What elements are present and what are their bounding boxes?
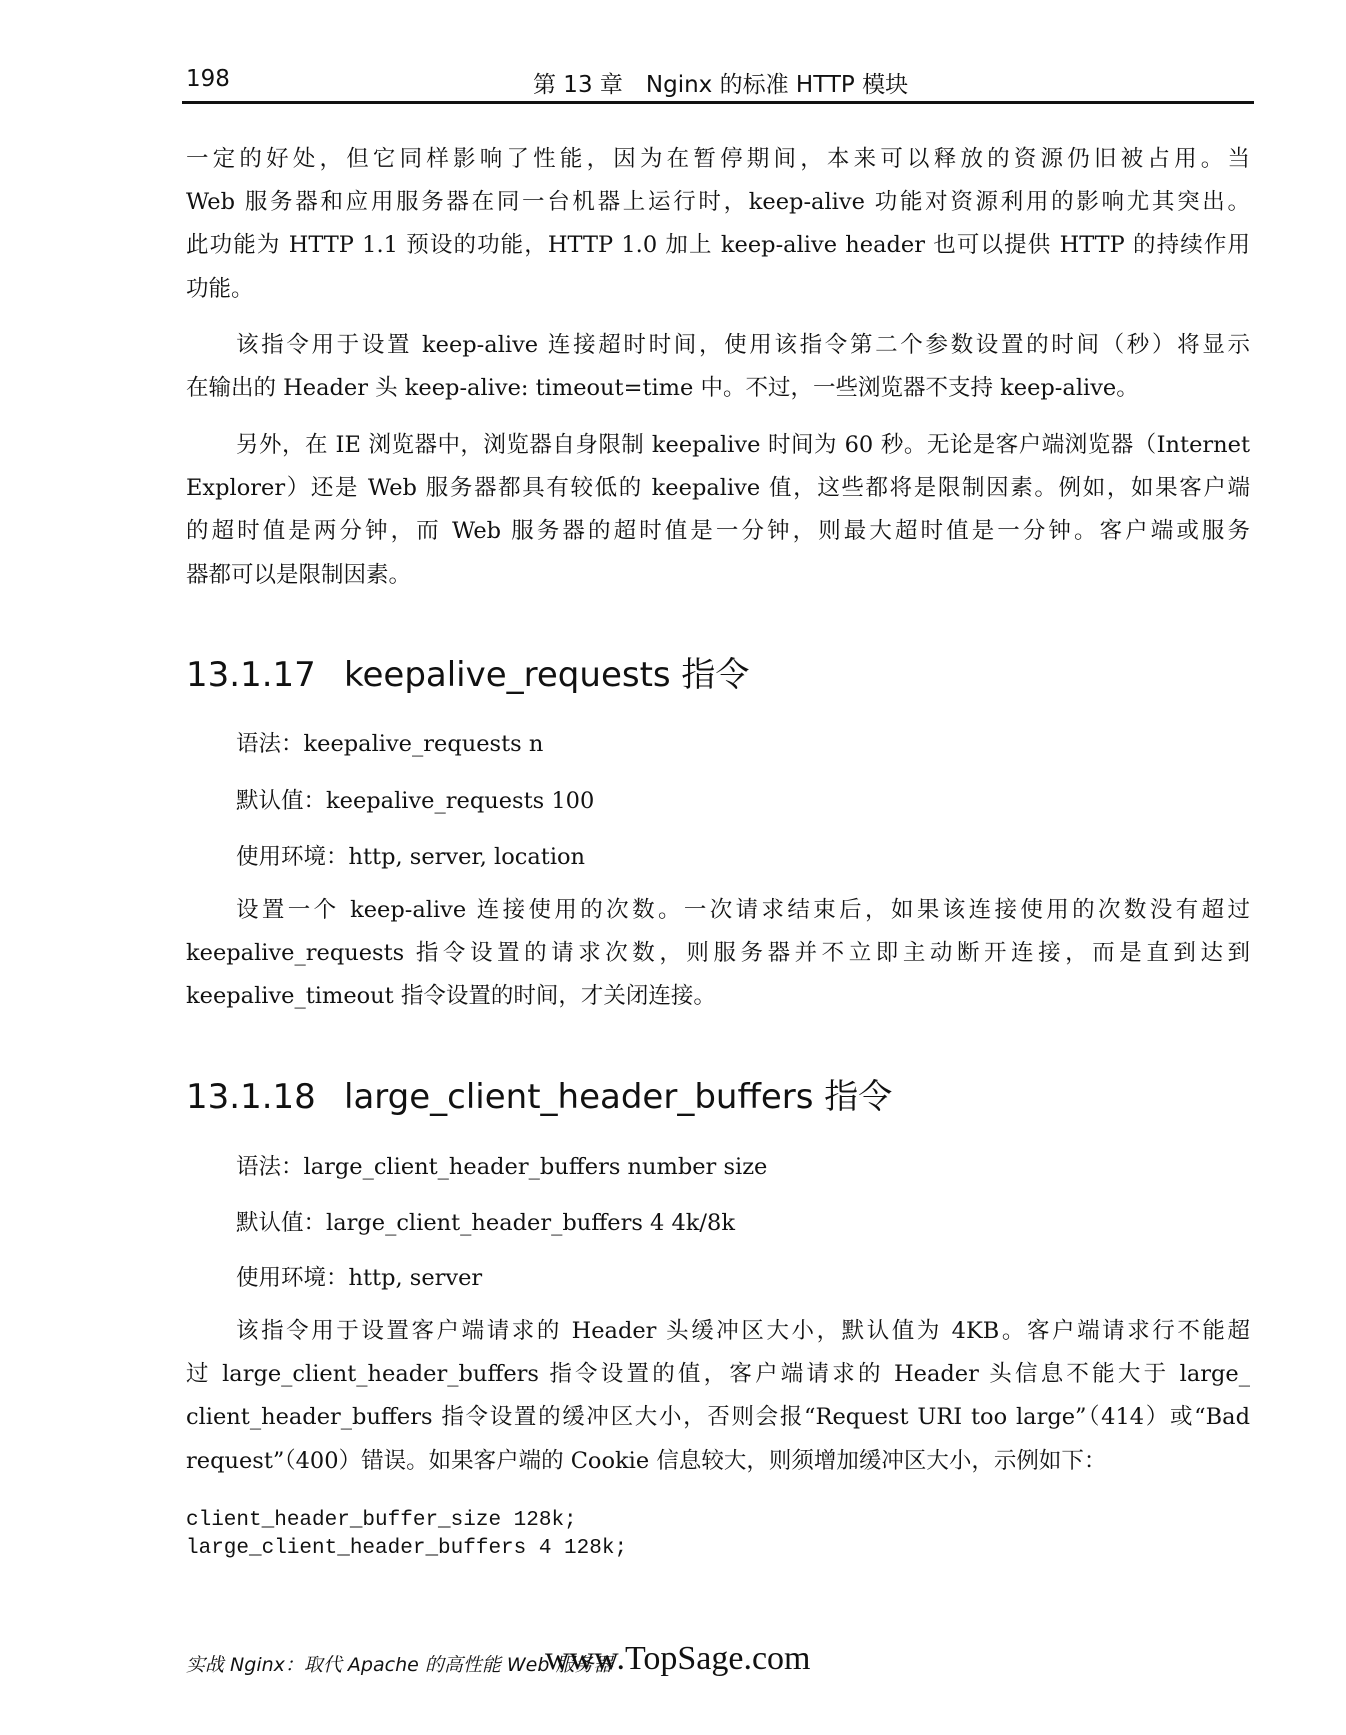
text-line: 过 large_client_header_buffers 指令设置的值，客户端请求的 Header 头信息不能大于 large_ bbox=[186, 1361, 1250, 1387]
text-line: Web 服务器和应用服务器在同一台机器上运行时，keep-alive 功能对资源利用的影响尤其突出。 bbox=[186, 189, 1250, 215]
code-line: client_header_buffer_size 128k; bbox=[186, 1509, 577, 1532]
text-line: 该指令用于设置客户端请求的 Header 头缓冲区大小，默认值为 4KB。客户端请求行不能超 bbox=[236, 1318, 1250, 1344]
text-line: keepalive_requests 指令设置的请求次数，则服务器并不立即主动断开连接，而是直到达到 bbox=[186, 940, 1250, 966]
section-title: large_client_header_buffers 指令 bbox=[344, 1077, 893, 1117]
context-line: 使用环境：http, server, location bbox=[236, 844, 586, 870]
text-line: 功能。 bbox=[186, 276, 254, 302]
text-line: keepalive_timeout 指令设置的时间，才关闭连接。 bbox=[186, 983, 716, 1009]
text-line: 一定的好处，但它同样影响了性能，因为在暂停期间，本来可以释放的资源仍旧被占用。当 bbox=[186, 146, 1250, 172]
context-line: 使用环境：http, server bbox=[236, 1265, 483, 1291]
watermark: www.TopSage.com bbox=[545, 1640, 811, 1677]
syntax-line: 语法：keepalive_requests n bbox=[236, 731, 544, 757]
text-line: request”（400）错误。如果客户端的 Cookie 信息较大，则须增加缓冲区大小，示例如下： bbox=[186, 1448, 1107, 1474]
code-line: large_client_header_buffers 4 128k; bbox=[186, 1537, 628, 1560]
default-line: 默认值：keepalive_requests 100 bbox=[236, 788, 595, 814]
section-title: keepalive_requests 指令 bbox=[344, 655, 750, 695]
section-heading bbox=[186, 647, 749, 696]
text-line: client_header_buffers 指令设置的缓冲区大小，否则会报“Request URI too large”（414）或“Bad bbox=[186, 1404, 1250, 1430]
text-line: 在输出的 Header 头 keep-alive: timeout=time 中。不过，一些浏览器不支持 keep-alive。 bbox=[186, 375, 1139, 401]
text-line: 设置一个 keep-alive 连接使用的次数。一次请求结束后，如果该连接使用的次数没有超过 bbox=[236, 897, 1250, 923]
footer-book-title: 实战 Nginx：取代 Apache 的高性能 Web 服务器 bbox=[186, 1654, 613, 1676]
text-line: Explorer）还是 Web 服务器都具有较低的 keepalive 值，这些都将是限制因素。例如，如果客户端 bbox=[186, 475, 1250, 501]
text-line: 器都可以是限制因素。 bbox=[186, 562, 412, 588]
section-number: 13.1.17 bbox=[186, 655, 316, 695]
text-line: 该指令用于设置 keep-alive 连接超时时间，使用该指令第二个参数设置的时间（秒）将显示 bbox=[236, 332, 1250, 358]
page-number: 198 bbox=[186, 66, 230, 92]
text-line: 此功能为 HTTP 1.1 预设的功能，HTTP 1.0 加上 keep-alive header 也可以提供 HTTP 的持续作用 bbox=[186, 232, 1250, 258]
syntax-line: 语法：large_client_header_buffers number size bbox=[236, 1154, 768, 1180]
section-number: 13.1.18 bbox=[186, 1077, 316, 1117]
text-line: 另外，在 IE 浏览器中，浏览器自身限制 keepalive 时间为 60 秒。无论是客户端浏览器（Internet bbox=[236, 432, 1250, 458]
header-rule bbox=[182, 101, 1254, 104]
running-header: 第 13 章 Nginx 的标准 HTTP 模块 bbox=[533, 72, 909, 98]
text-line: 的超时值是两分钟，而 Web 服务器的超时值是一分钟，则最大超时值是一分钟。客户端或服务 bbox=[186, 518, 1250, 544]
default-line: 默认值：large_client_header_buffers 4 4k/8k bbox=[236, 1210, 735, 1236]
section-heading bbox=[186, 1069, 892, 1118]
